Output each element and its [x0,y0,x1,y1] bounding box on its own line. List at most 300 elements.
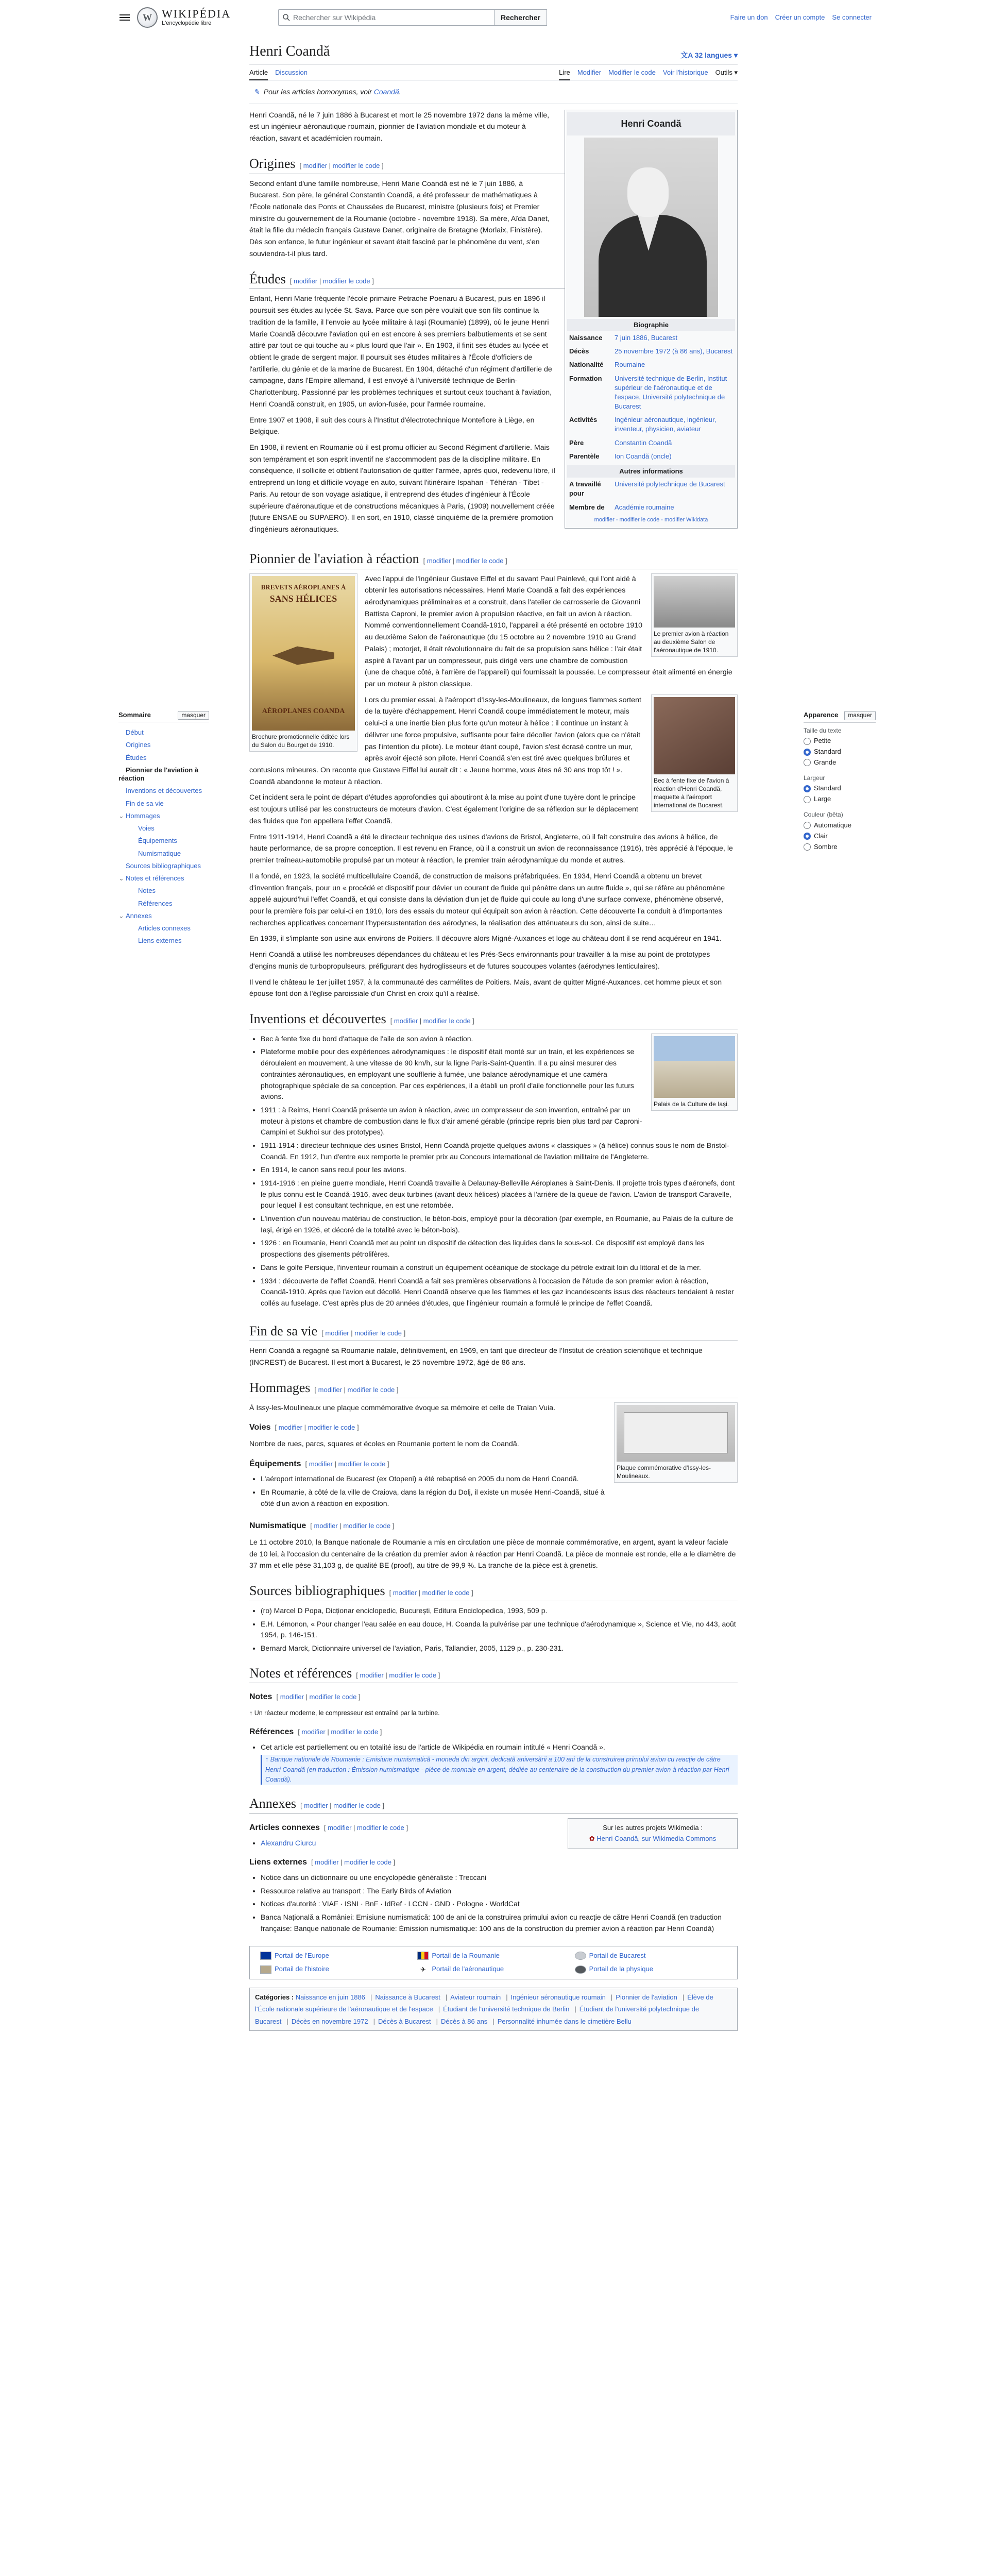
text-size-label: Taille du texte [804,726,842,734]
infobox-key: Parentèle [569,452,600,460]
separator: | [373,2017,375,2025]
edit-links: [ modifier | modifier le code ] [299,161,384,170]
category-link[interactable]: Personnalité inhumée dans le cimetière Bellu [497,2017,632,2025]
translate-icon: 文A [680,51,693,59]
appearance-hide-button[interactable]: masquer [844,711,876,720]
edit-code-link[interactable]: modifier le code [422,1589,470,1597]
edit-code-link[interactable]: modifier le code [332,161,380,170]
text-size-small-radio[interactable] [804,737,876,745]
infobox-row [567,358,735,371]
category-link[interactable]: Naissance à Bucarest [375,1993,440,2002]
donate-link[interactable]: Faire un don [730,13,768,21]
disambig-icon: ✎ [253,88,260,96]
hatnote: ✎ Pour les articles homonymes, voir Coandă. [249,81,738,103]
radio-checked-icon [804,833,811,840]
edit-code-link[interactable]: modifier le code [389,1671,437,1679]
separator: | [436,2017,438,2025]
thumb-caption: Brochure promotionnelle éditée lors du Salon du Bourget de 1910. [252,733,350,749]
category-link[interactable]: Naissance en juin 1886 [295,1993,365,2002]
commons-link[interactable]: Henri Coandă, sur Wikimedia Commons [596,1834,717,1842]
separator: | [574,2005,576,2013]
history-icon [260,1965,271,1974]
toc-header [118,711,209,722]
list-item: • (ro) Marcel D Popa, Dicționar enciclopedic, București, Editura Enciclopedica, 1993, 509 p. [261,1605,738,1617]
toc-item[interactable] [118,726,209,739]
title-row [249,42,738,64]
edit-link[interactable]: modifier [427,556,451,565]
numismatique-paragraph: Le 11 octobre 2010, la Banque nationale de Roumanie a mis en circulation une pièce de monnaie commémorative, en argent, ayant la valeur faciale de 10 lei, à l'occasion du centenaire de la création du premier avion à réaction par Henri Coandă. La pièce de monnaie est ronde, elle a le diamètre de 37 mm et elle pèse 31,103 g, de qualité BE (proof), au titre de 99,9 %. La tranche de la pièce est à grenetis. [249,1538,736,1570]
airplane-icon: ✈ [417,1965,429,1974]
intro-paragraph: Henri Coandă, né le 7 juin 1886 à Bucarest et mort le 25 novembre 1972 dans la même ville, est un ingénieur aéronautique roumain, pionnier de l'aviation mondiale et du moteur à réaction, savant et académicien roumain. [249,111,550,143]
edit-link[interactable]: modifier [328,1824,352,1832]
section-heading [249,1582,738,1601]
sister-title: Sur les autres projets Wikimedia : [603,1824,703,1832]
plaque-photo[interactable] [617,1405,735,1462]
page-title: Henri Coandă [249,43,330,59]
width-standard-radio[interactable] [804,784,876,793]
create-account-link[interactable]: Créer un compte [775,13,825,21]
edit-links: [ modifier | modifier le code ] [310,1522,395,1530]
pionnier-paragraph: Il a fondé, en 1923, la société multicellulaire Coandă, de construction de maisons préfabriquées. En 1934, Henri Coandă a obtenu un brevet d'invention français, pour un « procédé et dispositif pour dévier un courant de fluide qui pénètre dans un autre fluide », qui se réfère au phénomène appelé aujourd'hui l'effet Coandă, et qui consiste dans la déviation d'un jet de fluide qui coule au long d'une surface convexe, phénomène observé, pour la première fois par celui-ci en 1910, lors des essais du moteur qui équipait son avion à réaction. Cette découverte l'a conduit à d'importantes recherches applicatives concernant l'hypersustentation des aérodynes, la réalisation des atténuateurs du son, ainsi de suite… [249,872,725,927]
separator: | [682,1993,685,2002]
toc-item[interactable] [118,897,209,910]
fin-paragraph: Henri Coandă a regagné sa Roumanie natale, définitivement, en 1969, en tant que directeur de l'Institut de création scientifique et technique (INCREST) de Bucarest. Il est mort à Bucarest, le 25 novembre 1972, âgé de 86 ans. [249,1347,703,1367]
toc-link[interactable]: Liens externes [138,937,182,945]
appearance-panel [804,711,876,859]
edit-links: [ modifier | modifier le code ] [321,1329,406,1337]
heading-text: Annexes [249,1796,296,1811]
edit-links: [ modifier | modifier le code ] [389,1589,473,1597]
toc-link[interactable]: Pionnier de l'aviation à réaction [118,766,199,782]
toc-item[interactable] [118,872,209,885]
toc-list [118,726,209,947]
edit-code-link[interactable]: modifier le code [423,1016,471,1025]
etudes-paragraph: En 1908, il revient en Roumanie où il est promu officier au Second Régiment d'artillerie. Mais son tempérament et son esprit inventif ne s'accommodent pas de la discipline militaire. En conséquence, il sollicite et obtient l'autorisation de quitter l'armée, après quoi, redevenu libre, il entreprend un long et difficile voyage en auto, suivant l'itinéraire Ispahan - Téhéran - Tibet - Paris. Au retour de son voyage asiatique, il entreprend des études d'ingénieur à l'École supérieure d'aéronautique et de constructions mécaniques à Paris, (1909) nouvellement créée (future ENSAE ou SUPAERO). Il en sort, en 1910, classé cinquième de la première promotion d'ingénieurs aéronautiques. [249,443,555,534]
etudes-paragraph: Entre 1907 et 1908, il suit des cours à l'Institut d'électrotechnique Montefiore à Liège, en Belgique. [249,416,535,436]
thumbnail-plane [651,573,738,657]
portals-box [249,1946,738,1980]
toc-link[interactable]: Références [138,899,173,907]
infobox-value[interactable]: 25 novembre 1972 (à 86 ans), Bucarest [615,347,733,355]
infobox-value[interactable]: Académie roumaine [615,503,674,511]
width-group [804,774,876,804]
tools-label: Outils [715,69,732,77]
edit-link[interactable]: modifier [294,277,318,285]
article-link[interactable]: Alexandru Ciurcu [261,1838,316,1847]
heading-text: Numismatique [249,1521,306,1531]
edit-links: [ modifier | modifier le code ] [423,556,507,565]
color-group [804,811,876,851]
separator: | [445,1993,448,2002]
infobox-value[interactable]: Constantin Coandă [615,438,672,447]
infobox-key: Nationalité [569,361,604,369]
text-size-standard-radio[interactable] [804,748,876,756]
category-link[interactable]: Décès à Bucarest [378,2017,431,2025]
separator: | [610,1993,613,2002]
infobox-title: Henri Coandă [567,112,735,135]
infobox-key: Activités [569,416,598,424]
site-logo[interactable] [137,7,231,28]
infobox-key: Décès [569,347,589,355]
toc-link[interactable]: Voies [138,824,155,832]
subsection-heading [249,1725,738,1739]
sources-list [261,1605,738,1654]
option-label: Grande [814,758,837,766]
separator: | [370,1993,372,2002]
hatnote-link[interactable]: Coandă [373,88,399,96]
radio-checked-icon [804,785,811,792]
color-dark-radio[interactable] [804,843,876,852]
site-header [0,0,989,36]
edit-links: [ modifier | modifier le code ] [300,1802,385,1810]
references-list [261,1742,738,1785]
list-item: • 1914-1916 : en pleine guerre mondiale, Henri Coandă travaille à Delaunay-Belleville Aéroplanes à Saint-Denis. Il projette trois types d'aéronefs, dont le plus connu est le Coandă-1916, avec deux turbines (avant deux hélices) placées à l'arrière de la queue de l'avion. L'avion de transport Caravelle, pour lequel il est consultant technique, en est une retombée. [261,1178,738,1211]
physics-icon [575,1965,586,1974]
logo-title: WIKIPÉDIA [162,7,231,20]
pionnier-paragraph: Cet incident sera le point de départ d'études approfondies qui aboutiront à la mise au point d'une tuyère dont le principe est toujours utilisé par les constructeurs de moteurs d'avion. C'est également l'origine de sa réflexion sur le déplacement des fluides que l'on appellera l'effet Coandă. [249,793,638,825]
portal-link[interactable]: Portail de la physique [589,1965,653,1973]
toc-item[interactable] [118,764,209,785]
portal-item[interactable] [260,1964,412,1975]
poster-text: SANS HÉLICES [269,593,337,604]
toc-title: Sommaire [118,711,151,719]
heading-text: Notes [249,1692,272,1702]
tab-read[interactable]: Lire [559,67,570,80]
article [249,42,738,2031]
model-photo[interactable] [654,697,735,774]
edit-link[interactable]: modifier [278,1423,302,1432]
login-link[interactable]: Se connecter [832,13,872,21]
chevron-down-icon[interactable]: ⌄ [118,811,124,820]
thumb-caption: Bec à fente fixe de l'avion à réaction d'Henri Coandă, maquette à l'aéroport international de Bucarest. [654,776,729,809]
edit-link[interactable]: modifier [394,1016,418,1025]
infobox [565,110,738,529]
edit-link[interactable]: modifier [325,1329,349,1337]
language-button[interactable]: 文A 32 langues ▾ [680,51,738,59]
portal-link[interactable]: Portail de la Roumanie [432,1951,500,1959]
edit-link[interactable]: modifier [393,1589,417,1597]
tab-edit-source[interactable]: Modifier le code [608,69,656,77]
toc-item[interactable] [118,785,209,797]
thumbnail-plaque [614,1402,738,1483]
heading-text: Études [249,271,286,286]
pionnier-paragraph: Lors du premier essai, à l'aéroport d'Issy-les-Moulineaux, de longues flammes sortent de la tuyère d'échappement. Henri Coandă coupe immédiatement le moteur, mais celui-ci a une inertie bien plus forte qu'un moteur à hélice : il continue un instant à délivrer une force propulsive, suffisante pour faire décoller l'avion (alors que ce n'était pas l'intention du pilote). Le moteur étant coupé, l'avion s'est écrasé contre un mur, après avoir éjecté son pilote. Henri Coandă s'en est tiré avec quelques brûlures et contusions mineures. On raconte que Gustave Eiffel lui aurait dit : « Jeune homme, vous êtes né 30 ans trop tôt ! ». Coandă abandonne le moteur à réaction. [249,696,641,786]
section-heading [249,1795,738,1814]
category-link[interactable]: Étudiant de l'université technique de Berlin [443,2005,570,2013]
list-item: • 1934 : découverte de l'effet Coandă. Henri Coandă a fait ses premières observations à l'occasion de l'étude de son premier avion à réaction, Coandă-1910. Après que l'avion eut décollé, Henri Coandă observe que les flammes et les gaz incandescents issus des réacteurs tendaient à rester collés au fuselage. C'est après plus de 20 années d'études, que l'ingénieur roumain a formulé le principe de l'effet Coandă. [261,1276,738,1309]
edit-code-link[interactable]: modifier le code [331,1727,379,1736]
infobox-key: A travaillé pour [569,480,601,498]
edit-code-link[interactable]: modifier le code [333,1802,381,1810]
list-item: • Notice dans un dictionnaire ou une encyclopédie généraliste : Treccani [261,1872,738,1884]
list-item: • Dans le golfe Persique, l'inventeur roumain a construit un équipement océanique de stockage du pétrole extrait loin du littoral et de la mer. [261,1262,738,1274]
bucharest-icon [575,1952,586,1960]
edit-link[interactable]: modifier [309,1460,333,1468]
edit-links: [ modifier | modifier le code ] [298,1727,382,1736]
color-light-radio[interactable] [804,832,876,841]
thumbnail-palace [651,1033,738,1111]
heading-text: Hommages [249,1380,311,1395]
edit-code-link[interactable]: modifier le code [354,1329,402,1337]
category-link[interactable]: Pionnier de l'aviation [616,1993,677,2002]
width-large-radio[interactable] [804,795,876,804]
toc-link[interactable]: Sources bibliographiques [126,861,201,870]
table-of-contents [118,711,209,947]
radio-icon [804,796,811,803]
list-item: • Bernard Marck, Dictionnaire universel de l'aviation, Paris, Tallandier, 2005, 1129 p., p. 230-231. [261,1643,738,1654]
portal-link[interactable]: Portail de l'histoire [275,1965,329,1973]
tools-menu[interactable]: Outils ▾ [715,67,738,80]
heading-text: Sources bibliographiques [249,1583,385,1599]
infobox-value[interactable]: Université polytechnique de Bucarest [615,480,725,488]
toc-item[interactable] [118,860,209,872]
edit-link[interactable]: modifier [304,1802,328,1810]
infobox-value[interactable]: Roumaine [615,361,645,369]
edit-code-link[interactable]: modifier le code [309,1693,357,1701]
toc-link[interactable]: Hommages [126,811,160,820]
toc-hide-button[interactable]: masquer [178,711,209,720]
poster-text: AÉROPLANES COANDA [262,707,345,715]
edit-link[interactable]: modifier [318,1385,342,1394]
radio-checked-icon [804,749,811,756]
toc-link[interactable]: Inventions et découvertes [126,787,202,795]
text-size-large-radio[interactable] [804,758,876,767]
portal-item[interactable] [260,1951,412,1961]
portal-link[interactable]: Portail de l'Europe [275,1951,329,1959]
categories-box [249,1988,738,2031]
infobox-key: Formation [569,374,602,382]
thumbnail-model [651,694,738,812]
color-auto-radio[interactable] [804,821,876,830]
edit-links: [ modifier | modifier le code ] [311,1858,396,1867]
commons-icon: ✿ [589,1834,595,1842]
toc-item[interactable] [118,910,209,922]
infobox-row [567,501,735,514]
reference-item-highlighted[interactable]: ↑ Banque nationale de Roumanie : Emisiune numismatică - moneda din argint, dedicată aniversării a 100 ani de la construirea primului avion cu reacție de către Henri Coandă (en traduction : Émission numismatique - pièce de monnaie en argent, dédiée au centenaire de la construction du premier avion à réaction par Henri Coandă). [261,1755,738,1785]
toc-item[interactable] [118,935,209,947]
thumbnail-poster [249,573,357,752]
option-label: Automatique [814,821,851,829]
edit-code-link[interactable]: modifier le code [322,277,370,285]
edit-code-link[interactable]: modifier le code [344,1858,391,1867]
page-tabs [249,67,738,81]
edit-code-link[interactable]: modifier le code [347,1385,395,1394]
list-item: • Banca Națională a României: Emisiune numismatică: 100 de ani de la construirea primului avion cu reacție de către Henri Coandă (en traduction française: Banque nationale de Roumanie: Émission numismatique: 100 ans de la construction du premier avion à réaction par Henri Coandă) [261,1912,738,1934]
list-item: • 1926 : en Roumanie, Henri Coandă met au point un dispositif de détection des liquides dans le sous-sol. Ce dispositif est employé dans les prospections des gisements pétrolifères. [261,1238,738,1260]
edit-link[interactable]: modifier [315,1858,339,1867]
toc-item[interactable] [118,885,209,897]
edit-code-link[interactable]: modifier le code [456,556,504,565]
section-heading [249,1010,738,1029]
option-label: Standard [814,748,841,756]
list-item: • Plateforme mobile pour des expériences aérodynamiques : le dispositif était monté sur un train, et les expériences se déroulaient en mouvement, à une vitesse de 90 km/h, sur la ligne Paris-Saint-Quentin. Il a pu ainsi mesurer des contraintes aéronautiques, en employant une soufflerie à fumée, une balance aérodynamique et une caméra photographique spéciale de sa conception. Par ces expériences, il a établi un profil d'aile fonctionnelle pour les futurs avions. [261,1046,738,1102]
toc-item[interactable] [118,922,209,935]
infobox-row [567,345,735,358]
toc-link[interactable]: Début [126,728,144,736]
edit-code-link[interactable]: modifier le code [308,1423,355,1432]
option-label: Clair [814,832,828,840]
portal-item[interactable] [575,1964,727,1975]
etudes-paragraph: Enfant, Henri Marie fréquente l'école primaire Petrache Poenaru à Bucarest, puis en 1896 il poursuit ses études au lycée St. Sava. Parce que son père voulait que son fils continue la tradition de la famille, il l'envoie au lycée militaire à Iași (Roumanie) (1899), où le jeune Henri Marie Coandă découvre l'aviation qui en est encore à ses premiers balbutiements et se sent attiré par tout ce qui touche au « plus lourd que l'air ». En 1903, il finit ses études au lycée et obtient le grade de sergent major. Il poursuit ses études militaires à l'École d'officiers de l'artillerie, du génie et de la marine de Bucarest. En 1904, détaché d'un régiment d'artillerie de campagne, dans l'Empire allemand, il est envoyé à l'université technique de Berlin-Charlottenburg. Passionné par les problèmes techniques et surtout ceux touchant à l'aviation, Henri Coandă construit, en 1905, un avion-fusée, pour l'armée roumaine. [249,295,552,409]
romania-flag-icon [417,1952,429,1960]
infobox-value[interactable]: 7 juin 1886, Bucarest [615,333,678,342]
hatnote-text: Pour les articles homonymes, voir [263,88,374,96]
infobox-value[interactable]: Université technique de Berlin, Institut supérieur de l'aéronautique et de l'espace, Université polytechnique de Bucarest [615,374,727,411]
edit-code-link[interactable]: modifier le code [343,1522,391,1530]
toc-item[interactable] [118,822,209,835]
section-heading [249,1379,738,1398]
categories-label: Catégories : [255,1993,294,2002]
palace-photo[interactable] [654,1036,735,1098]
toc-item[interactable] [118,835,209,847]
edit-links: [ modifier | modifier le code ] [275,1423,359,1432]
toc-link[interactable]: Articles connexes [138,924,191,932]
tab-history[interactable]: Voir l'historique [662,69,708,77]
infobox-key: Père [569,438,584,447]
edit-code-link[interactable]: modifier le code [357,1824,404,1832]
infobox-value[interactable]: Ion Coandă (oncle) [615,452,672,460]
edit-link[interactable]: modifier [280,1693,304,1701]
radio-icon [804,759,811,766]
edit-links: [ modifier | modifier le code ] [276,1693,361,1701]
toc-link[interactable]: Notes [138,887,156,895]
subsection-heading [249,1690,738,1704]
heading-text: Références [249,1727,294,1736]
infobox-section-biography: Biographie [567,319,735,331]
toc-link[interactable]: Numismatique [138,849,181,857]
infobox-row [567,436,735,450]
heading-text: Articles connexes [249,1823,320,1833]
plane-photo[interactable] [654,576,735,628]
toc-link[interactable]: Annexes [126,911,152,920]
portal-link[interactable]: Portail de Bucarest [589,1951,646,1959]
edit-links: [ modifier | modifier le code ] [356,1671,440,1679]
tab-edit[interactable]: Modifier [577,69,602,77]
category-link[interactable]: Décès en novembre 1972 [291,2017,368,2025]
toc-item[interactable] [118,848,209,860]
portal-item[interactable] [575,1951,727,1961]
pionnier-paragraph: Entre 1911-1914, Henri Coandă a été le directeur technique des usines d'avions de Bristol, Angleterre, où il fait construire des avions à hélice, de haute performance, de sa propre conception. Il est revenu en France, où il a construit un avion de reconnaissance (1916), très apprécié à l'époque, le premier traîneau-automobile propulsé par un moteur à réaction, le premier train aérodynamique du monde et autres. [249,833,733,865]
toc-item[interactable] [118,810,209,822]
portrait-image[interactable] [584,138,718,317]
toc-link[interactable]: Équipements [138,837,177,845]
poster-image[interactable] [252,576,355,731]
pionnier-paragraph: Il vend le château le 1er juillet 1957, à la communauté des carmélites de Poitiers. Mais, avant de quitter Migné-Auxances, cet homme pieux et son épouse font don à l'église paroissiale d'un Christ en croix qu'il a réalisé. [249,978,722,998]
portal-item[interactable] [417,1951,569,1961]
toc-link[interactable]: Notes et références [126,874,184,882]
toc-link[interactable]: Fin de sa vie [126,799,164,807]
search-form [278,9,547,26]
category-link[interactable]: Étudiant de l'université polytechnique de Bucarest [255,2005,700,2025]
section-heading [249,1665,738,1684]
edit-links: [ modifier | modifier le code ] [323,1824,408,1832]
chevron-down-icon[interactable]: ⌄ [118,874,124,882]
separator: | [506,1993,508,2002]
toc-item[interactable] [118,798,209,810]
list-item: • Cet article est partiellement ou en totalité issu de l'article de Wikipédia en roumain intitulé « Henri Coandă ». [261,1742,738,1753]
category-link[interactable]: Décès à 86 ans [440,2017,488,2025]
infobox-table-2 [567,478,735,514]
toc-item[interactable] [118,739,209,751]
radio-icon [804,843,811,851]
toc-item[interactable] [118,752,209,764]
edit-links: [ modifier | modifier le code ] [305,1460,389,1468]
infobox-row [567,478,735,500]
infobox-row [567,413,735,436]
pionnier-paragraph: En 1939, il s'implante son usine aux environs de Poitiers. Il découvre alors Migné-Auxances et loge au château dont il se rend acquéreur en 1941. [249,935,722,943]
edit-links: [ modifier | modifier le code ] [390,1016,474,1025]
search-button[interactable]: Rechercher [494,9,547,26]
tab-article[interactable]: Article [249,67,268,80]
language-count: 32 langues [694,51,732,59]
search-icon [283,14,290,21]
edit-links: [ modifier | modifier le code ] [289,277,374,285]
chevron-down-icon[interactable]: ⌄ [118,911,124,920]
width-label: Largeur [804,774,825,782]
infobox-table [567,331,735,463]
heading-text: Liens externes [249,1858,308,1867]
thumb-caption: Plaque commémorative d'Issy-les-Moulineaux. [617,1464,711,1480]
pionnier-paragraph: Henri Coandă a utilisé les nombreuses dépendances du château et les Prés-Secs environnants pour travailler à la mise au point de prototypes d'engins munis de turbopropulseurs, préfigurant des hydroglisseurs et de futures soucoupes volantes (aérodynes lenticulaires). [249,951,710,971]
tab-discussion[interactable]: Discussion [275,69,308,77]
hommages-paragraph: À Issy-les-Moulineaux une plaque commémorative évoque sa mémoire et celle de Traian Vuia. [249,1403,556,1412]
radio-icon [804,738,811,745]
edit-link[interactable]: modifier [314,1522,338,1530]
toc-link[interactable]: Études [126,753,147,761]
subsection-heading [249,1519,738,1533]
category-link[interactable]: Élève de l'École nationale supérieure de l'aéronautique et de l'espace [255,1993,713,2013]
edit-link[interactable]: modifier [303,161,328,170]
edit-code-link[interactable]: modifier le code [338,1460,386,1468]
section-heading [249,1323,738,1342]
infobox-edit-links[interactable]: modifier - modifier le code - modifier Wikidata [594,516,708,523]
option-label: Petite [814,737,831,745]
list-item: • L'aéroport international de Bucarest (ex Otopeni) a été rebaptisé en 2005 du nom de Henri Coandă. [261,1473,738,1485]
toc-link[interactable]: Origines [126,741,151,749]
infobox-value[interactable]: Ingénieur aéronautique, ingénieur, inventeur, physicien, aviateur [615,416,717,433]
separator: | [286,2017,288,2025]
sister-projects-box [568,1818,738,1849]
heading-text: Inventions et découvertes [249,1011,386,1026]
category-link[interactable]: Ingénieur aéronautique roumain [510,1993,606,2002]
heading-text: Équipements [249,1459,301,1468]
external-links-list [261,1872,738,1934]
heading-text: Notes et références [249,1665,352,1681]
infobox-row [567,450,735,463]
heading-text: Voies [249,1423,271,1432]
list-item: • En Roumanie, à côté de la ville de Craiova, dans la région du Dolj, il existe un musée Henri-Coandă, situé à côté d'un avion à réaction en exposition. [261,1487,738,1509]
plane-drawing [272,640,334,671]
list-item: • En 1914, le canon sans recul pour les avions. [261,1164,738,1176]
edit-link[interactable]: modifier [360,1671,384,1679]
edit-link[interactable]: modifier [301,1727,326,1736]
main-menu-icon[interactable] [118,11,131,24]
infobox-row [567,331,735,345]
infobox-section-more: Autres informations [567,465,735,478]
search-input[interactable] [278,9,494,26]
list-item: • 1911-1914 : directeur technique des usines Bristol, Henri Coandă projette quelques avions « classiques » (à hélice) connus sous le nom de Bristol-Coandă. En 1912, l'un d'entre eux remporte le premier prix au Concours international de l'aviation militaire de l'Angleterre. [261,1140,738,1162]
eu-flag-icon [260,1952,271,1960]
voies-paragraph: Nombre de rues, parcs, squares et écoles en Roumanie portent le nom de Coandă. [249,1439,519,1448]
category-link[interactable]: Aviateur roumain [450,1993,501,2002]
portal-link[interactable]: Portail de l'aéronautique [432,1965,504,1973]
list-item: • L'invention d'un nouveau matériau de construction, le béton-bois, employé pour la décoration (par exemple, en Roumanie, au Palais de la culture de Iași, érigé en 1926, et décoré de la totalité avec le béton-bois). [261,1213,738,1235]
infobox-key: Membre de [569,503,605,511]
portal-item[interactable] [417,1964,569,1975]
section-heading [249,550,738,569]
subsection-heading [249,1856,738,1869]
list-item: • Ressource relative au transport : The Early Birds of Aviation [261,1886,738,1897]
